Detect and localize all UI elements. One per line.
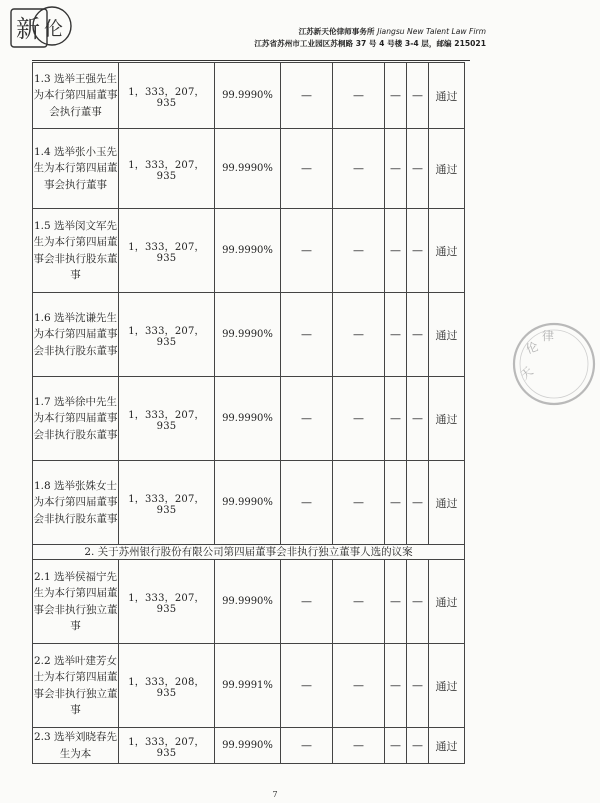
svg-text:天: 天 xyxy=(517,364,536,383)
svg-text:伦: 伦 xyxy=(523,339,541,357)
proposal-cell: 1.7 选举徐中先生为本行第四届董事会非执行股东董事 xyxy=(33,377,119,461)
proposal-cell: 1.8 选举张姝女士为本行第四届董事会非执行股东董事 xyxy=(33,461,119,545)
against-ratio-cell: — xyxy=(333,644,385,728)
against-ratio-cell: — xyxy=(333,728,385,764)
abstain-ratio-cell: — xyxy=(407,560,429,644)
proposal-cell: 2.1 选举侯福宁先生为本行第四届董事会非执行独立董事 xyxy=(33,560,119,644)
against-shares-cell: — xyxy=(281,560,333,644)
agree-shares-cell: 1，333，208，935 xyxy=(119,644,215,728)
proposal-cell: 1.3 选举王强先生为本行第四届董事会执行董事 xyxy=(33,63,119,129)
proposal-cell: 1.4 选举张小玉先生为本行第四届董事会执行董事 xyxy=(33,129,119,209)
vote-row xyxy=(33,461,465,545)
result-cell: 通过 xyxy=(429,644,465,728)
agree-shares-cell: 1，333，207，935 xyxy=(119,560,215,644)
proposal-cell: 1.6 选举沈谦先生为本行第四届董事会非执行股东董事 xyxy=(33,293,119,377)
against-shares-cell: — xyxy=(281,63,333,129)
abstain-ratio-cell: — xyxy=(407,644,429,728)
svg-text:律: 律 xyxy=(542,329,555,343)
firm-logo xyxy=(8,4,74,52)
proposal-cell: 2.2 选举叶建芳女士为本行第四届董事会非执行独立董事 xyxy=(33,644,119,728)
against-ratio-cell: — xyxy=(333,293,385,377)
result-cell: 通过 xyxy=(429,728,465,764)
against-shares-cell: — xyxy=(281,129,333,209)
page-number: 7 xyxy=(272,790,278,799)
against-ratio-cell: — xyxy=(333,209,385,293)
agree-ratio-cell: 99.9990% xyxy=(215,63,281,129)
vote-results-table xyxy=(32,62,465,764)
abstain-ratio-cell: — xyxy=(407,129,429,209)
agree-shares-cell: 1，333，207，935 xyxy=(119,728,215,764)
agree-shares-cell: 1，333，207，935 xyxy=(119,209,215,293)
firm-header xyxy=(254,26,486,50)
firm-name-cn: 江苏新天伦律师事务所 xyxy=(298,27,375,36)
firm-name-line xyxy=(254,26,486,38)
against-ratio-cell: — xyxy=(333,129,385,209)
agree-ratio-cell: 99.9991% xyxy=(215,644,281,728)
agree-shares-cell: 1，333，207，935 xyxy=(119,129,215,209)
abstain-shares-cell: — xyxy=(385,560,407,644)
abstain-ratio-cell: — xyxy=(407,293,429,377)
agree-ratio-cell: 99.9990% xyxy=(215,560,281,644)
against-ratio-cell: — xyxy=(333,461,385,545)
agree-shares-cell: 1，333，207，935 xyxy=(119,377,215,461)
abstain-shares-cell: — xyxy=(385,644,407,728)
agree-shares-cell: 1，333，207，935 xyxy=(119,293,215,377)
against-ratio-cell: — xyxy=(333,377,385,461)
agree-shares-cell: 1，333，207，935 xyxy=(119,63,215,129)
against-shares-cell: — xyxy=(281,293,333,377)
firm-logo-graphic xyxy=(8,4,74,52)
section-header-row xyxy=(33,545,465,560)
against-ratio-cell: — xyxy=(333,63,385,129)
vote-row xyxy=(33,209,465,293)
abstain-ratio-cell: — xyxy=(407,209,429,293)
against-ratio-cell: — xyxy=(333,560,385,644)
vote-row xyxy=(33,560,465,644)
svg-text:新: 新 xyxy=(16,15,40,43)
vote-row xyxy=(33,644,465,728)
against-shares-cell: — xyxy=(281,461,333,545)
vote-row xyxy=(33,728,465,764)
agree-ratio-cell: 99.9990% xyxy=(215,728,281,764)
vote-row xyxy=(33,129,465,209)
agree-shares-cell: 1，333，207，935 xyxy=(119,461,215,545)
proposal-cell: 2.3 选举刘晓春先生为本 xyxy=(33,728,119,764)
result-cell: 通过 xyxy=(429,129,465,209)
abstain-shares-cell: — xyxy=(385,63,407,129)
abstain-ratio-cell: — xyxy=(407,63,429,129)
against-shares-cell: — xyxy=(281,728,333,764)
abstain-shares-cell: — xyxy=(385,728,407,764)
section-title: 2. 关于苏州银行股份有限公司第四届董事会非执行独立董事人选的议案 xyxy=(33,545,465,560)
law-firm-seal xyxy=(508,318,600,410)
vote-row xyxy=(33,293,465,377)
result-cell: 通过 xyxy=(429,560,465,644)
abstain-ratio-cell: — xyxy=(407,728,429,764)
against-shares-cell: — xyxy=(281,209,333,293)
against-shares-cell: — xyxy=(281,377,333,461)
abstain-shares-cell: — xyxy=(385,377,407,461)
against-shares-cell: — xyxy=(281,644,333,728)
result-cell: 通过 xyxy=(429,461,465,545)
abstain-shares-cell: — xyxy=(385,129,407,209)
abstain-shares-cell: — xyxy=(385,461,407,545)
agree-ratio-cell: 99.9990% xyxy=(215,293,281,377)
agree-ratio-cell: 99.9990% xyxy=(215,377,281,461)
abstain-ratio-cell: — xyxy=(407,377,429,461)
proposal-cell: 1.5 选举闵文军先生为本行第四届董事会非执行股东董事 xyxy=(33,209,119,293)
abstain-shares-cell: — xyxy=(385,293,407,377)
result-cell: 通过 xyxy=(429,377,465,461)
header-rule xyxy=(32,60,470,61)
result-cell: 通过 xyxy=(429,209,465,293)
abstain-shares-cell: — xyxy=(385,209,407,293)
result-cell: 通过 xyxy=(429,293,465,377)
agree-ratio-cell: 99.9990% xyxy=(215,461,281,545)
vote-row xyxy=(33,377,465,461)
result-cell: 通过 xyxy=(429,63,465,129)
seal-graphic xyxy=(508,318,600,410)
firm-name-en: Jiangsu New Talent Law Firm xyxy=(377,27,486,36)
agree-ratio-cell: 99.9990% xyxy=(215,129,281,209)
svg-text:伦: 伦 xyxy=(44,18,64,40)
abstain-ratio-cell: — xyxy=(407,461,429,545)
firm-address: 江苏省苏州市工业园区苏桐路 37 号 4 号楼 3-4 层，邮编 215021 xyxy=(254,39,486,48)
agree-ratio-cell: 99.9990% xyxy=(215,209,281,293)
vote-row xyxy=(33,63,465,129)
